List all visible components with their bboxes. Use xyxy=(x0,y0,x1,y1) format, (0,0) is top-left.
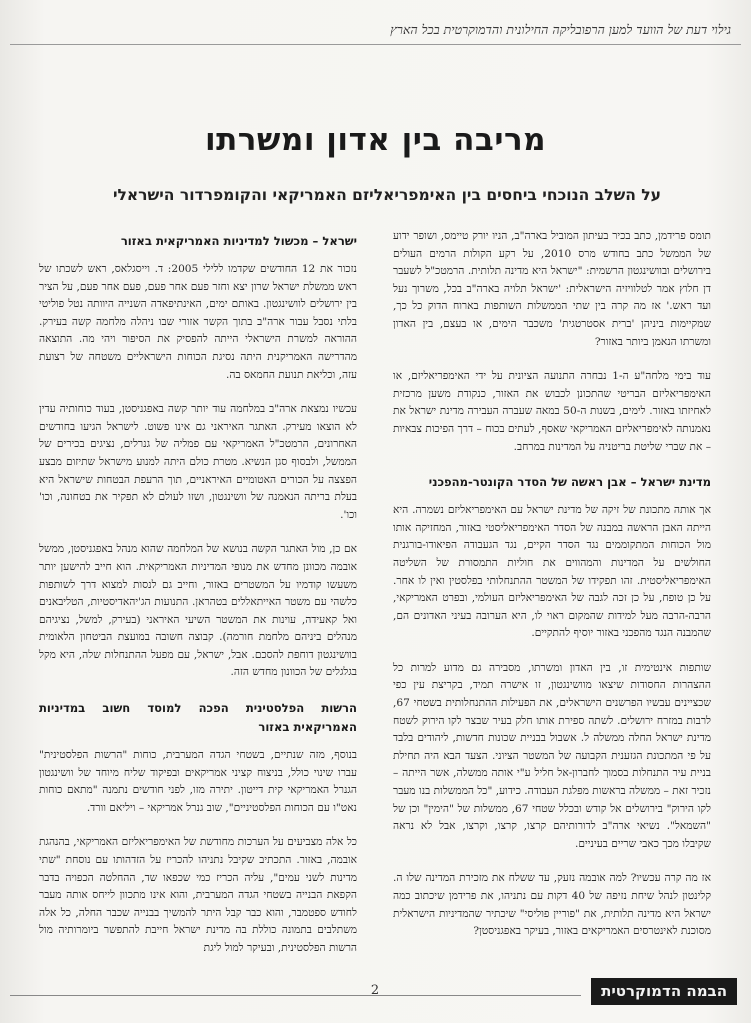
article-title: מריבה בין אדון ומשרתו xyxy=(204,122,547,158)
right-column xyxy=(393,228,711,958)
paragraph: נזכור את 12 החודשים שקדמו ללילי 2005: ד. וייסגלאס, ראש לשכתו של ראש ממשלת ישראל שרון יצא וחזר פעם אחר פעם, פעם אחר פעם, על הציר בין ירושלים לוושינגטון. באותם ימים, האינתיפאדה השנייה היוותה נטל פוליטי בלתי נסבל עבור ארה"ב בתוך הקשר אזורי שבו ניהלה מלחמה קשה בעירק. ההוראה למשרת הישראלי הייתה להפסיק את הסיפור ויהי מה. התוצאה מהדרישה האמריקנית היתה נסיגת הכוחות הישראליים משטחה של רצועת עזה, וכליאת תנועת החמאס בה. xyxy=(39,263,357,381)
paragraph: תומס פרידמן, כתב בכיר בעיתון המוביל בארה"ב, הניו יורק טיימס, ושופר ידוע של הממשל כתב בחודש מרס 2010, על רקע הקולות הרמים העולים בירושלים ובוושינגטון הרשמית: "ישראל היא מדינה תלותית. הרמטכ"ל לשעבר דן חלוץ אמר לטלוויזיה הישראלית: 'ישראל תלויה בארה"ב בכל, משרוך נעל ועד ראש.' אז מה קרה בין שתי הממשלות השותפות בארוח הדוק כל כך, שמקיימות ביניהן 'ברית אסטרטגית' משכבר הימים, או בעצם, בין האדון ומשרתו הנאמן ביותר באזור? xyxy=(393,230,712,348)
publication-brand: הבמה הדמוקרטית xyxy=(591,978,737,1005)
section-heading: הרשות הפלסטינית הפכה למוסד חשוב במדיניות האמריקאית באזור xyxy=(39,701,357,735)
section-heading: מדינת ישראל – אבן ראשה של הסדר הקונטר-מהפכני xyxy=(428,475,711,490)
paragraph: עכשיו נמצאת ארה"ב במלחמה עוד יותר קשה באפגניסטן, בעוד כוחותיה עדין לא הוצאו מעירק. האתגר האיראני גם אינו פשוט. לישראל הגיעו בחודשים האחרונים, הרמטכ"ל האמריקאי עם פמליה של גנרלים, נציגים בכירים של הממשל, ולבסוף סגן הנשיא. מטרת כולם היתה למנוע מישראל שתיזום מבצע הפצצה על הכורים האטומיים האיראניים, תוך הרעפת הבטחות שישראל היא בעלת בריתה הנאמנה של וושינגטון, ושזו לעולם לא תפקיר את בטחונה, וכו' וכו'. xyxy=(39,403,357,521)
paragraph: אם כן, מול האתגר הקשה בנושא של המלחמה שהוא מנהל באפגניסטן, ממשל אובמה מכוונן מחדש את מנופי המדיניות האמריקאית. הוא חייב להישען יותר משעשו קודמיו על המשטרים באזור, וחייב גם לנסות למצוא דרך לשותפות כלשהי עם משטר האייתאללים בטהראן. התנועות הג'יהאדיסטיות, הטליבאנים ואל קאעידה, עוינות את המשטר השיעי האיראני (בעירק, למשל, נציגיהם מנהלים ביניהם מלחמת חורמה). קבוצה חשובה במועצת הביטחון הלאומית בוושינגטון דוחפת להסכם. אבל, ישראל, עם מפעל ההתנחלות שלה, היא מקל בגלגלים של הכוונון מחדש הזה. xyxy=(39,543,357,679)
paragraph: עוד בימי מלחה"ע ה-1 נבחרה התנועה הציונית על ידי האימפריאליזם, או האימפריאליזם הבריטי שהתכונן לכבוש את האזור, כנקודת משען מרכזית לאחיזתו באזור. לימים, בשנות ה-50 במאה שעברה העבירה מדינת ישראל את נאמנותה לאימפריאליזם האמריקאי שאסף, לעתים בכוח – דרך הפיכות צבאיות – את שברי שליטת בריטניה על המדינות במרחב. xyxy=(393,370,711,453)
paragraph: אז מה קרה עכשיו? למה אובמה נזעק, עד ששלח את מזכירת המדינה שלו ה. קלינטון לנהל שיחת נזיפה של 40 דקות עם נתניהו, את פרידמן שיכתוב כמה ישראל היא מדינה תלותית, את "פוריין פוליסי" שיכתיר שהמדיניות הישראלית מסוכנת לאינטרסים האמריקאים באזור, בעיקר באפגניסטן? xyxy=(393,872,712,938)
page-number: 2 xyxy=(370,983,380,998)
left-column xyxy=(39,228,357,975)
header-divider xyxy=(10,44,741,45)
section-heading: ישראל – מכשול למדיניות האמריקאית באזור xyxy=(120,234,357,248)
paragraph: כל אלה מצביעים על הערכות מחודשת של האימפריאליזם האמריקאי, בהנהגת אובמה, באזור. התכתיב שקיבל נתניהו להכריז על הזדהותו עם נוסחת "שתי מדינות לשני עמים", עליה הכריז כמי שכפאו שד, ההחלטה הכפויה בדבר הקפאת הבנייה בשטחי הגדה המערבית, והוא אינו מתכוון לייחס אותה מעבר לחודש ספטמבר, והוא כבר קבל היתר להמשיך בבנייה שכבר החלה, כל אלה משתלבים בתמונה כוללת בה מדינת ישראל חייבת להתפשר ביומרותיה מול הרשות הפלסטינית, ובעיקר למול ליגת xyxy=(39,836,357,954)
paragraph: בנוסף, מזה שנתיים, בשטחי הגדה המערבית, כוחות "הרשות הפלסטינית" עברו שינוי כולל, בניצוח קציני אמריקאים ובפיקוד שליח מיוחד של וושינגטון הגנרל האמריקאי קית דייטון. יתירה מזו, לפני חודשים נתמנה "מתאם כוחות נאט"ו עם הכוחות הפלסטיניים", שוב גנרל אמריקאי – ויליאם וורד. xyxy=(39,749,357,814)
paragraph: שותפות אינטימית זו, בין האדון ומשרתו, מסבירה גם מדוע למרות כל ההצהרות החסודות שיצאו מוושינגטון, זו אישרה תמיד, בקריצת עין כפי שכציינים עבשיו הפרשנים הישראלים, את הפעילות ההתנחלותית בשטחי 67, לרבות במזרח ירושלים. לשתה ספירת אותו חלק בעיר שבצר לקו הירוק לשטח מדינת ישראל החלה ממשלה ל. אשבול בבניית שכונות חדשות, ליהודים בלבד על פי המתכונת הגזענית הקבועה של המשטר הציוני. הצעד הבא היה תחילת בניית עיר התנחלות בסמוך לחברון-אל חליל ע"י אותה ממשלה, אשר הייתה – נזכיר זאת – ממשלה בראשות מפלגת העבודה. כידוע, "כל הממשלות בנו מעבר לקו הירוק" בירושלים אל קודש ובכלל שטחי 67, ממשלות של "הימין" וכן של "השמאל". נשיאי ארה"ב לדורותיהם קרצו, קרצו, וקרצו, אבל לא נראה שקיבלו מכך כאבי שריים בעיניים. xyxy=(393,661,711,850)
article-subtitle: על השלב הנוכחי ביחסים בין האימפריאליזם האמריקאי והקומפרדור הישראלי xyxy=(112,186,661,204)
header-tagline: גילוי דעת של הוועד למען הרפובליקה החילונית והדמוקרטית בכל הארץ xyxy=(390,22,731,37)
footer-divider xyxy=(10,995,581,996)
paragraph: אך אותה מתכונת של זיקה של מדינת ישראל עם האימפריאליזם נשמרה. היא הייתה האבן הראשה במבנה של הסדר האימפריאליסטי באזור, המחזיקה אותו מול הכוחות המתקוממים נגד הסדר הקיים, נגד הגעבודה הפיאודו-בורגנית החולשים על המדינות והמהווים את חוליות התמסורת של השליטה האימפריאליסטית. זהו תפקידו של המשטר ההתנחלותי בפלסטין ואין לו אחר. על כן טופח, על כן זכה לגבה של האימפריאליזם העולמי, ובפרט האמריקאי, הרבה-הרבה מעל למידות שהמקום ראוי לו, היא הערובה בעיני האדונים הם, שהמבנה הנגד מהפכני באזור יוסיף להתקיים. xyxy=(393,504,711,640)
